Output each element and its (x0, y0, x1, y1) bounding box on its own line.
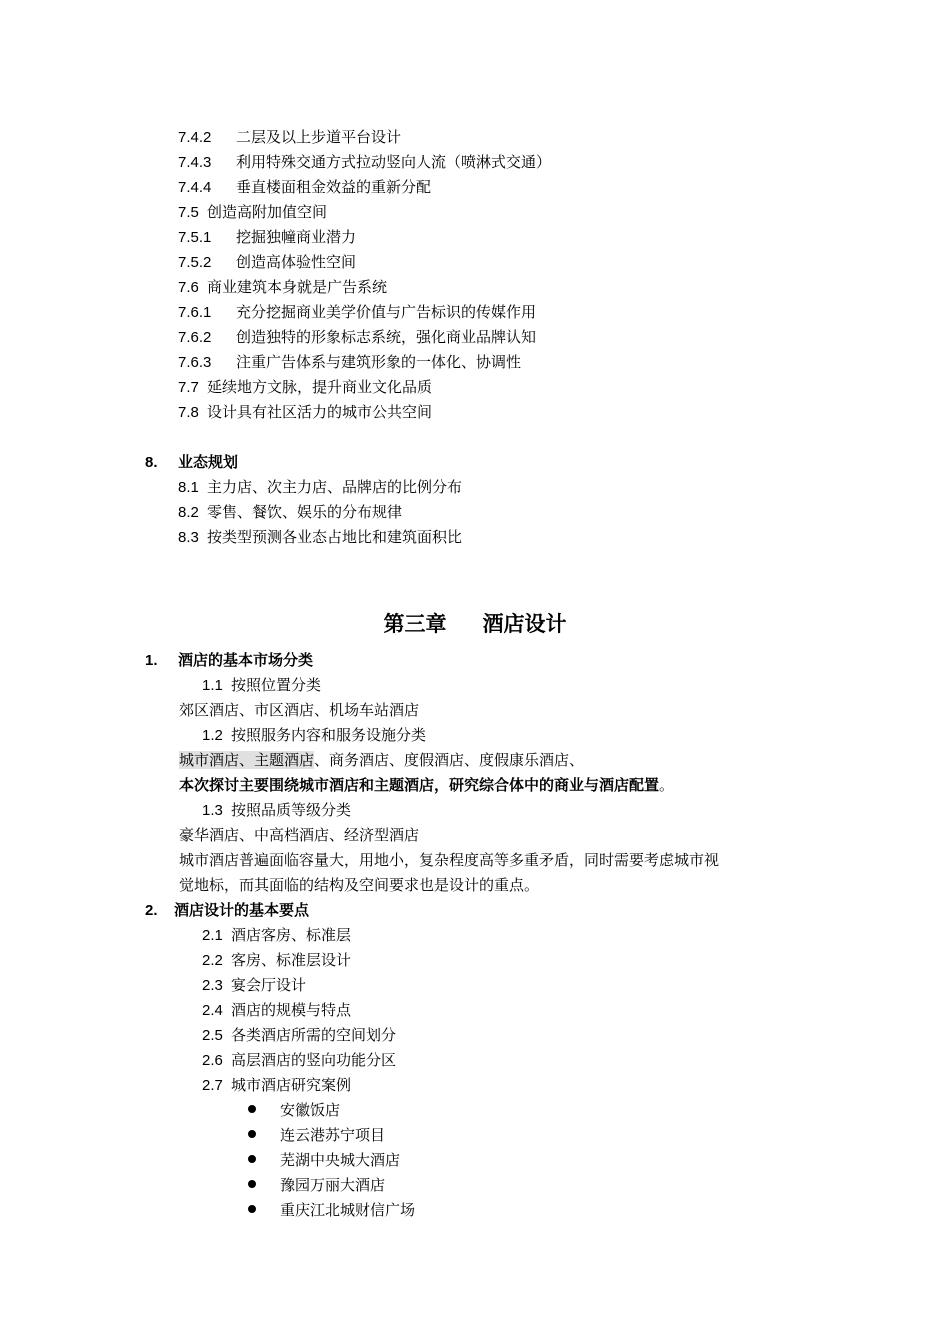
bullet-icon (248, 1130, 256, 1138)
list-item: 2.2 客房、标准层设计 (202, 951, 352, 969)
body-text: 城市酒店、主题酒店、商务酒店、度假酒店、度假康乐酒店、 (179, 751, 585, 769)
section-8-heading: 8. 业态规划 (145, 453, 239, 471)
list-item: 2.3 宴会厅设计 (202, 976, 307, 994)
bullet-icon (248, 1105, 256, 1113)
list-item: 8.2 零售、餐饮、娱乐的分布规律 (178, 503, 403, 521)
list-item: 7.4.2 二层及以上步道平台设计 (178, 128, 402, 146)
chapter-title (0, 610, 950, 638)
list-item: 7.6.2 创造独特的形象标志系统，强化商业品牌认知 (178, 328, 537, 346)
list-item: 7.6.1 充分挖掘商业美学价值与广告标识的传媒作用 (178, 303, 537, 321)
bullet-item: 芜湖中央城大酒店 (248, 1150, 400, 1170)
emphasis-text: 本次探讨主要围绕城市酒店和主题酒店，研究综合体中的商业与酒店配置。 (179, 776, 675, 794)
heading-2: 2. 酒店设计的基本要点 (145, 901, 310, 919)
list-item: 2.7 城市酒店研究案例 (202, 1076, 352, 1094)
bullet-item: 连云港苏宁项目 (248, 1125, 385, 1145)
list-item: 2.6 高层酒店的竖向功能分区 (202, 1051, 397, 1069)
list-item: 7.6.3 注重广告体系与建筑形象的一体化、协调性 (178, 353, 522, 371)
paragraph-line: 觉地标，而其面临的结构及空间要求也是设计的重点。 (179, 876, 540, 894)
list-item: 7.5.2 创造高体验性空间 (178, 253, 357, 271)
list-item: 2.4 酒店的规模与特点 (202, 1001, 352, 1019)
list-item: 7.6 商业建筑本身就是广告系统 (178, 278, 388, 296)
list-item: 7.7 延续地方文脉，提升商业文化品质 (178, 378, 433, 396)
bullet-icon (248, 1205, 256, 1213)
bullet-item: 豫园万丽大酒店 (248, 1175, 385, 1195)
subheading-1-2: 1.2 按照服务内容和服务设施分类 (202, 726, 427, 744)
list-item: 8.3 按类型预测各业态占地比和建筑面积比 (178, 528, 463, 546)
bullet-icon (248, 1155, 256, 1163)
chapter-name: 酒店设计 (482, 611, 567, 636)
list-item: 7.5 创造高附加值空间 (178, 203, 328, 221)
bullet-icon (248, 1180, 256, 1188)
list-item: 8.1 主力店、次主力店、品牌店的比例分布 (178, 478, 463, 496)
list-item: 2.1 酒店客房、标准层 (202, 926, 352, 944)
list-item: 7.8 设计具有社区活力的城市公共空间 (178, 403, 433, 421)
list-item: 7.4.4 垂直楼面租金效益的重新分配 (178, 178, 432, 196)
subheading-1-3: 1.3 按照品质等级分类 (202, 801, 352, 819)
list-item: 2.5 各类酒店所需的空间划分 (202, 1026, 397, 1044)
highlighted-text: 城市酒店、主题酒店 (179, 751, 315, 769)
body-text: 豪华酒店、中高档酒店、经济型酒店 (179, 826, 420, 844)
list-item: 7.5.1 挖掘独幢商业潜力 (178, 228, 357, 246)
list-item: 7.4.3 利用特殊交通方式拉动竖向人流（喷淋式交通） (178, 153, 552, 171)
bullet-item: 安徽饭店 (248, 1100, 340, 1120)
chapter-label: 第三章 (383, 611, 447, 636)
body-text: 郊区酒店、市区酒店、机场车站酒店 (179, 701, 420, 719)
heading-1: 1. 酒店的基本市场分类 (145, 651, 314, 669)
paragraph-line: 城市酒店普遍面临容量大，用地小，复杂程度高等多重矛盾，同时需要考虑城市视 (179, 851, 720, 869)
bullet-item: 重庆江北城财信广场 (248, 1200, 415, 1220)
subheading-1-1: 1.1 按照位置分类 (202, 676, 322, 694)
